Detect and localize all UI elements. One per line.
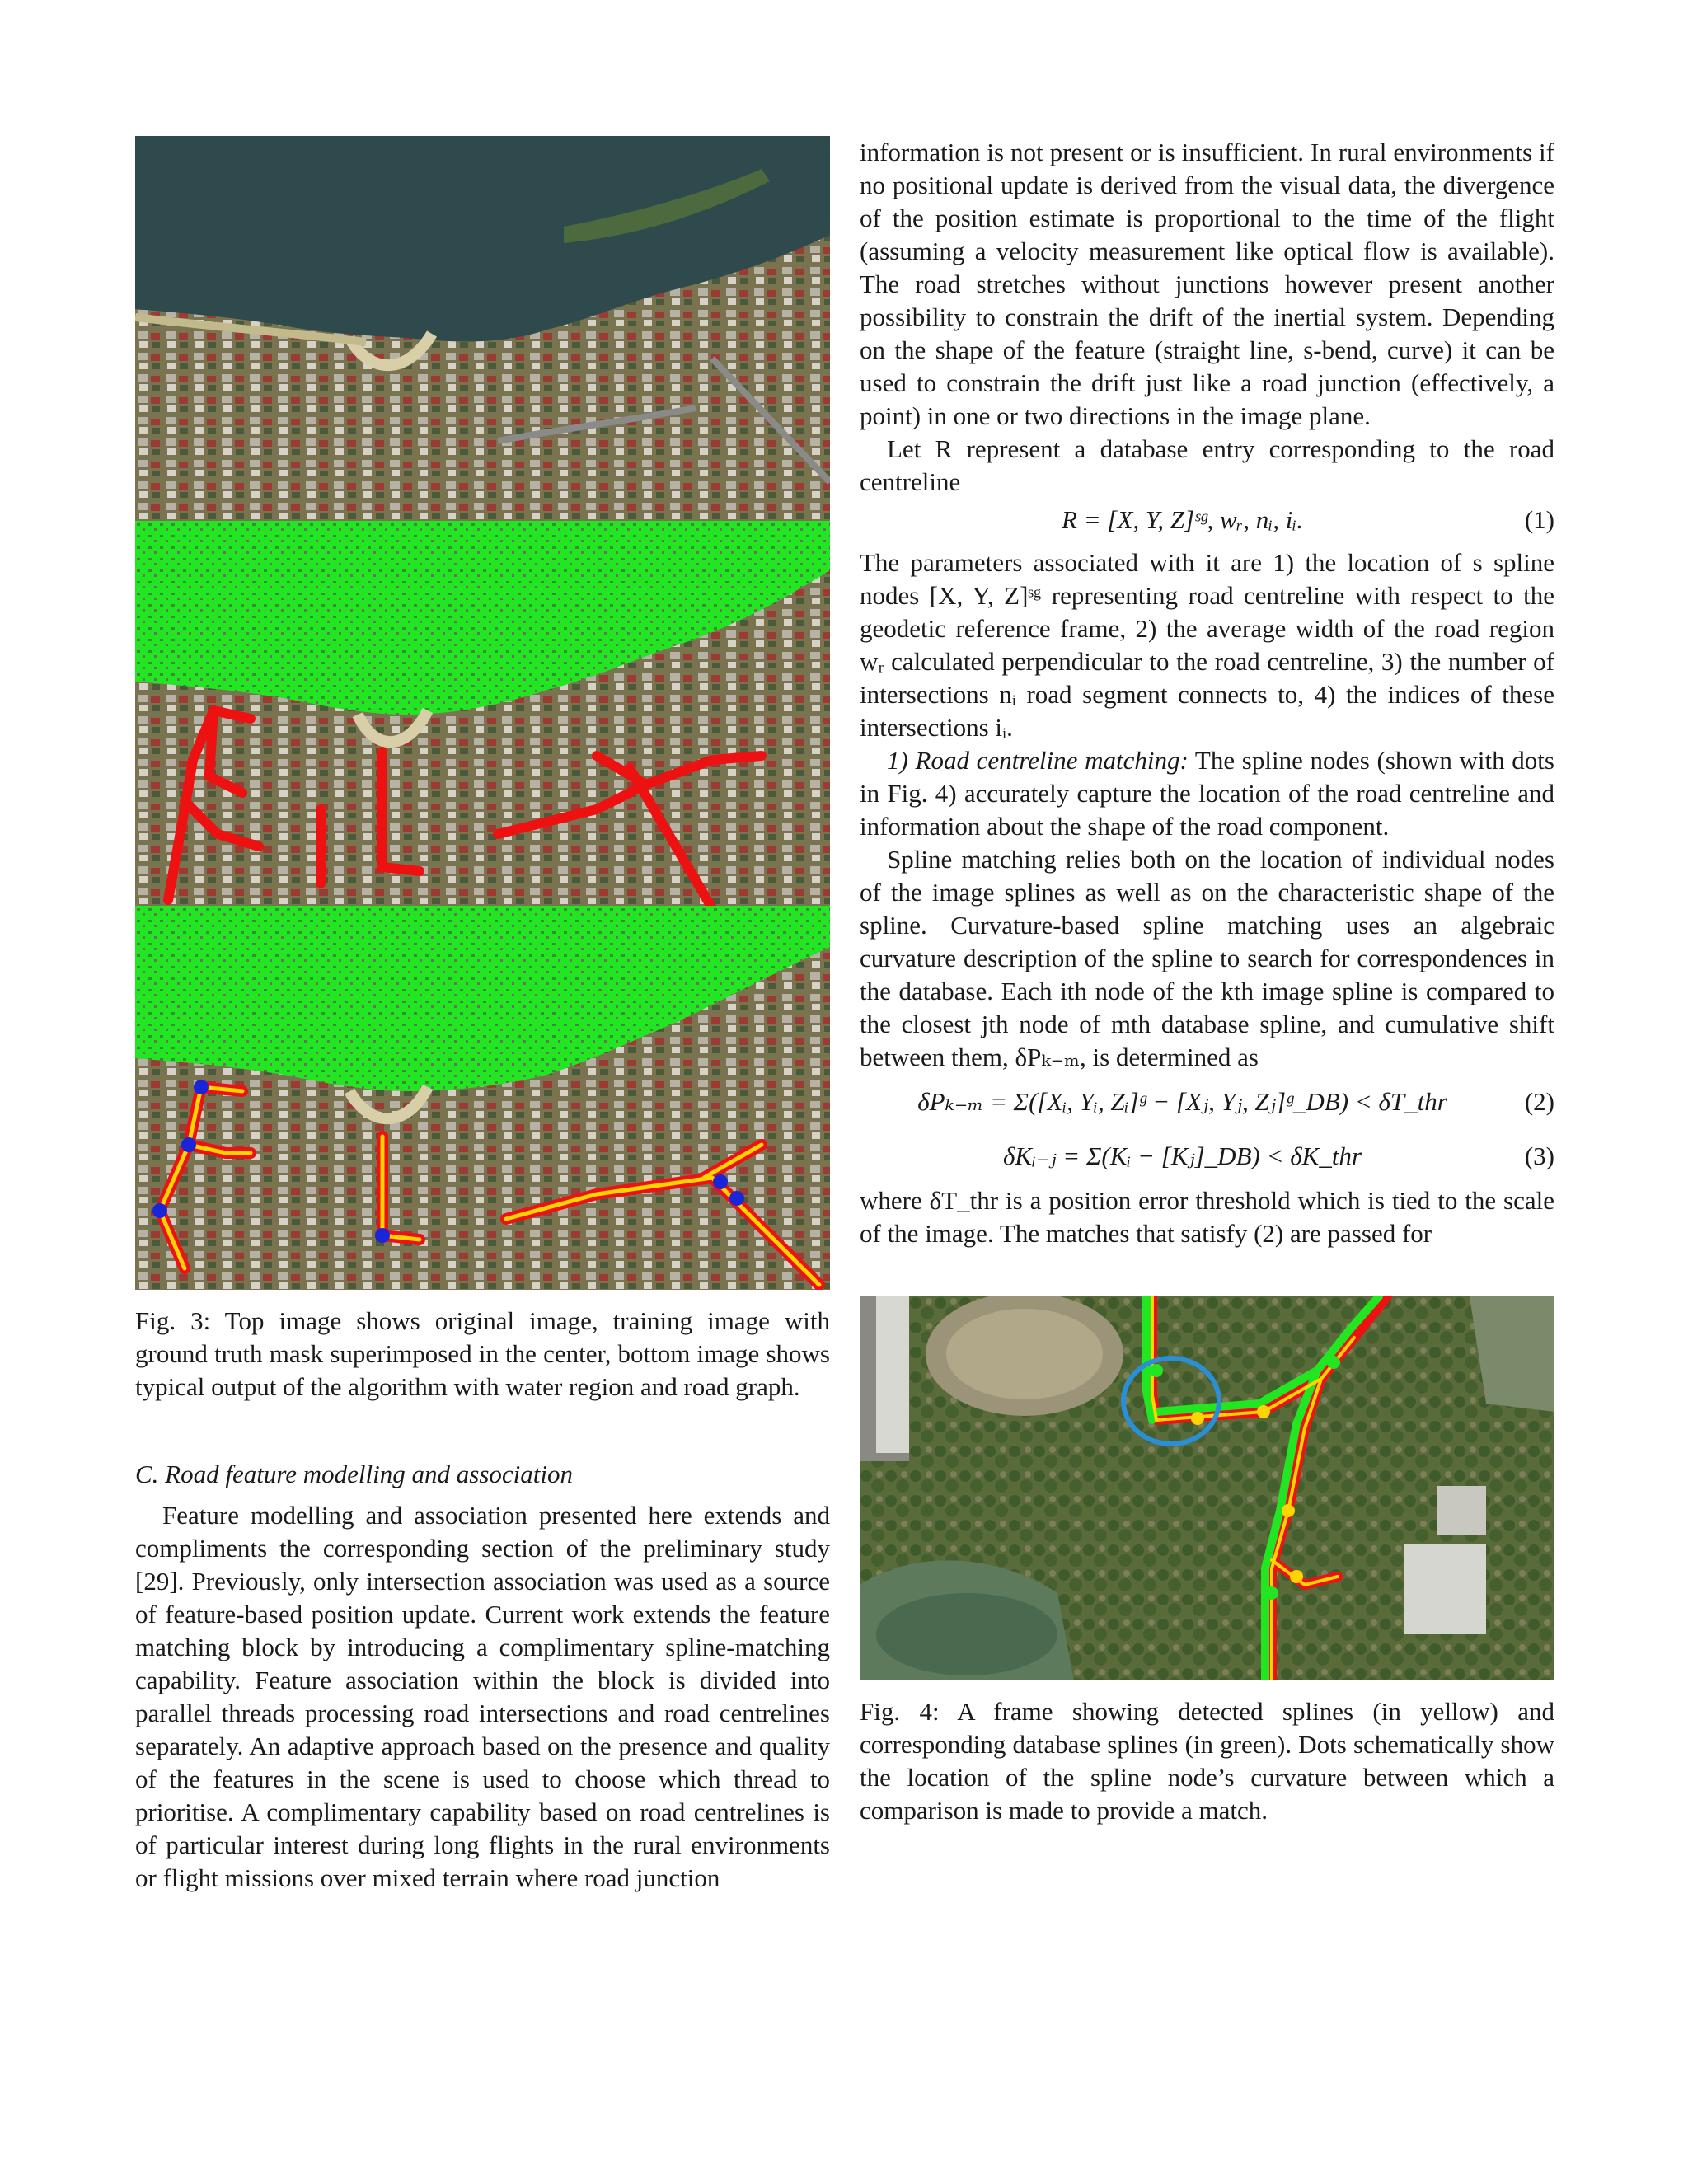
equation-1 <box>860 500 1554 540</box>
spline-node <box>1150 1364 1163 1377</box>
right-column <box>860 136 1554 1827</box>
subsection-paragraph <box>860 744 1554 843</box>
spline-node <box>181 1137 196 1152</box>
subsection-text: The spline nodes (shown with dots in Fig. 4) accurately capture the location of the road centreline and information about the shape of the road component. <box>860 746 1554 841</box>
right-paragraph-1: information is not present or is insufficient. In rural environments if no positional update is derived from the visual data, the divergence of the position estimate is proportional to the time of the flight (assuming a velocity measurement like optical flow is available). The road stretches without junctions however present another possibility to constrain the drift of the inertial system. Depending on the shape of the feature (straight line, s-bend, curve) it can be used to constrain the drift just like a road junction (effectively, a point) in one or two directions in the image plane. <box>860 138 1554 430</box>
spline-node <box>1265 1586 1278 1600</box>
fig3-panel-output <box>135 906 830 1290</box>
left-column <box>135 136 830 1895</box>
equation-2 <box>860 1082 1554 1122</box>
right-paragraph-4: Spline matching relies both on the location of individual nodes of the image splines as well as on the characteristic shape of the spline. Curvature-based spline matching uses an algebraic curvature description of the spline to search for correspondences in the database. Each ith node of the kth image spline is compared to the closest jth node of mth database spline, and cumulative shift between them, δPₖ₋ₘ, is determined as <box>860 845 1554 1071</box>
fig4-caption: Fig. 4: A frame showing detected splines (in yellow) and corresponding database splines (in green). Dots schematically show the location of the spline node’s curvature between which a comparison is made to provide a match. <box>860 1697 1554 1825</box>
spline-node <box>152 1203 167 1218</box>
right-paragraph-3: The parameters associated with it are 1) the location of s spline nodes [X, Y, Z]ˢᵍ representing road centreline with respect to the geodetic reference frame, 2) the average width of the road region wᵣ calculated perpendicular to the road centreline, 3) the number of intersections nᵢ road segment connects to, 4) the indices of these intersections iᵢ. <box>860 548 1554 742</box>
spline-node <box>1327 1356 1340 1369</box>
fig3-panel-ground-truth <box>135 521 830 908</box>
spline-node <box>194 1080 209 1094</box>
section-paragraph: Feature modelling and association presented here extends and compliments the corresponding section of the preliminary study [29]. Previously, only intersection association was used as a source of feature-based position update. Current work extends the feature matching block by introducing a complimentary spline-matching capability. Feature association within the block is divided into parallel threads processing road intersections and road centrelines separately. An adaptive approach based on the presence and quality of the features in the scene is used to choose which thread to prioritise. A complimentary capability based on road centrelines is of particular interest during long flights in the rural environments or flight missions over mixed terrain where road junction <box>135 1501 830 1892</box>
spline-node <box>1290 1570 1303 1583</box>
equation-2-number: (2) <box>1524 1087 1554 1116</box>
equation-2-expression: δPₖ₋ₘ = Σ([Xᵢ, Yᵢ, Zᵢ]ᵍ − [Xⱼ, Yⱼ, Zⱼ]ᵍ_DB) < δT_thr <box>917 1087 1447 1116</box>
fig3-image <box>135 136 830 1290</box>
fig3-panel-original <box>135 136 830 521</box>
fig4-image <box>860 1296 1554 1680</box>
spline-node <box>1191 1412 1204 1425</box>
spline-node <box>1282 1504 1295 1517</box>
right-paragraph-5: where δT_thr is a position error threshold which is tied to the scale of the image. The matches that satisfy (2) are passed for <box>860 1186 1554 1248</box>
equation-1-number: (1) <box>1524 505 1554 534</box>
equation-1-expression: R = [X, Y, Z]ˢᵍ, wᵣ, nᵢ, iᵢ. <box>1062 505 1303 534</box>
spline-node <box>1257 1405 1270 1418</box>
section-heading: C. Road feature modelling and association <box>135 1460 573 1488</box>
spline-node <box>729 1191 744 1206</box>
subsection-title: 1) Road centreline matching: <box>887 746 1189 775</box>
fig4-svg <box>860 1296 1554 1680</box>
equation-3-expression: δKᵢ₋ⱼ = Σ(Kᵢ − [Kⱼ]_DB) < δK_thr <box>1002 1141 1362 1170</box>
fig3-svg <box>135 136 830 1290</box>
equation-3 <box>860 1137 1554 1176</box>
spline-node <box>713 1174 728 1189</box>
fig3-caption: Fig. 3: Top image shows original image, training image with ground truth mask superimposed in the center, bottom image shows typical output of the algorithm with water region and road graph. <box>135 1306 830 1401</box>
equation-3-number: (3) <box>1524 1141 1554 1170</box>
spline-node <box>375 1228 390 1243</box>
right-paragraph-2: Let R represent a database entry corresponding to the road centreline <box>860 434 1554 496</box>
